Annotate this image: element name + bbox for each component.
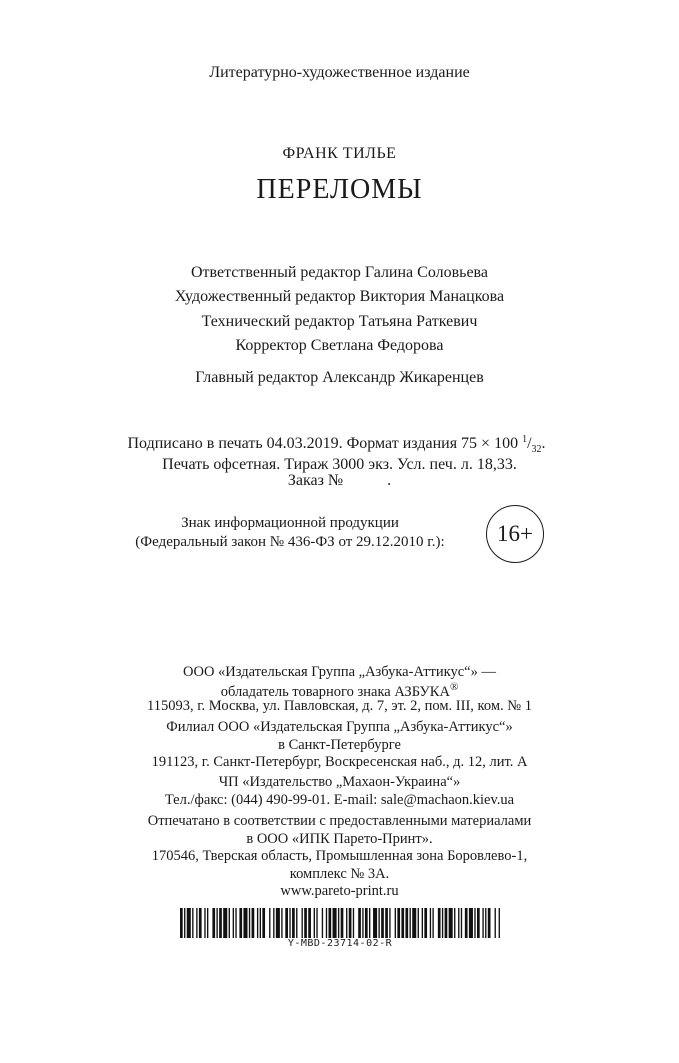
info-sign-law: (Федеральный закон № 436-ФЗ от 29.12.2010 г.):: [135, 534, 445, 550]
info-sign-label: Знак информационной продукции: [181, 515, 399, 531]
order-end: .: [387, 472, 392, 489]
publisher-name: ООО «Издательская Группа „Азбука-Аттикус“» —: [183, 664, 496, 680]
ukraine-publisher: ЧП «Издательство „Махаон-Украина“»: [218, 774, 461, 790]
format-denominator: 32: [531, 444, 542, 455]
book-title: ПЕРЕЛОМЫ: [256, 174, 423, 205]
format-slash: /: [527, 435, 532, 452]
printer-name: в ООО «ИПК Парето-Принт».: [246, 831, 433, 847]
barcode: [180, 908, 500, 938]
age-rating-text: 16+: [497, 521, 533, 546]
credit-chief-editor: Главный редактор Александр Жикаренцев: [195, 369, 484, 386]
printer-address-2: комплекс № 3А.: [289, 866, 390, 882]
registered-mark: ®: [449, 681, 459, 693]
printer-address: 170546, Тверская область, Промышленная зона Боровлево-1,: [151, 848, 528, 864]
order-line: [0, 472, 679, 490]
credit-proofreader: Корректор Светлана Федорова: [235, 337, 444, 354]
branch-address: 191123, г. Санкт-Петербург, Воскресенская наб., д. 12, лит. А: [151, 754, 528, 770]
age-rating-badge: [486, 505, 544, 563]
credit-technical-editor: Технический редактор Татьяна Раткевич: [201, 313, 478, 330]
print-signed-end: .: [541, 435, 546, 452]
book-author: ФРАНК ТИЛЬЕ: [282, 145, 397, 162]
printer-note: Отпечатано в соответствии с предоставленными материалами: [147, 813, 532, 829]
format-numerator: 1: [522, 434, 528, 445]
trademark-text: обладатель товарного знака АЗБУКА: [220, 684, 450, 700]
publisher-address: 115093, г. Москва, ул. Павловская, д. 7, эт. 2, пом. III, ком. № 1: [147, 698, 532, 714]
printer-website: www.pareto-print.ru: [280, 883, 399, 899]
barcode-code: Y-MBD-23714-02-R: [287, 938, 393, 949]
ukraine-contacts: Тел./факс: (044) 490-99-01. E-mail: sale@machaon.kiev.ua: [164, 792, 515, 808]
branch-city: в Санкт-Петербурге: [278, 737, 401, 753]
credit-art-editor: Художественный редактор Виктория Манацкова: [174, 288, 505, 305]
credit-responsible-editor: Ответственный редактор Галина Соловьева: [190, 264, 488, 281]
print-signed-text: Подписано в печать 04.03.2019. Формат издания 75 × 100: [127, 435, 523, 452]
order-label: Заказ №: [287, 472, 344, 489]
print-signed-line: [0, 434, 676, 455]
branch-name: Филиал ООО «Издательская Группа „Азбука-Аттикус“»: [166, 719, 513, 735]
edition-type: Литературно-художественное издание: [209, 64, 470, 81]
print-details-line: Печать офсетная. Тираж 3000 экз. Усл. печ. л. 18,33.: [162, 456, 517, 473]
